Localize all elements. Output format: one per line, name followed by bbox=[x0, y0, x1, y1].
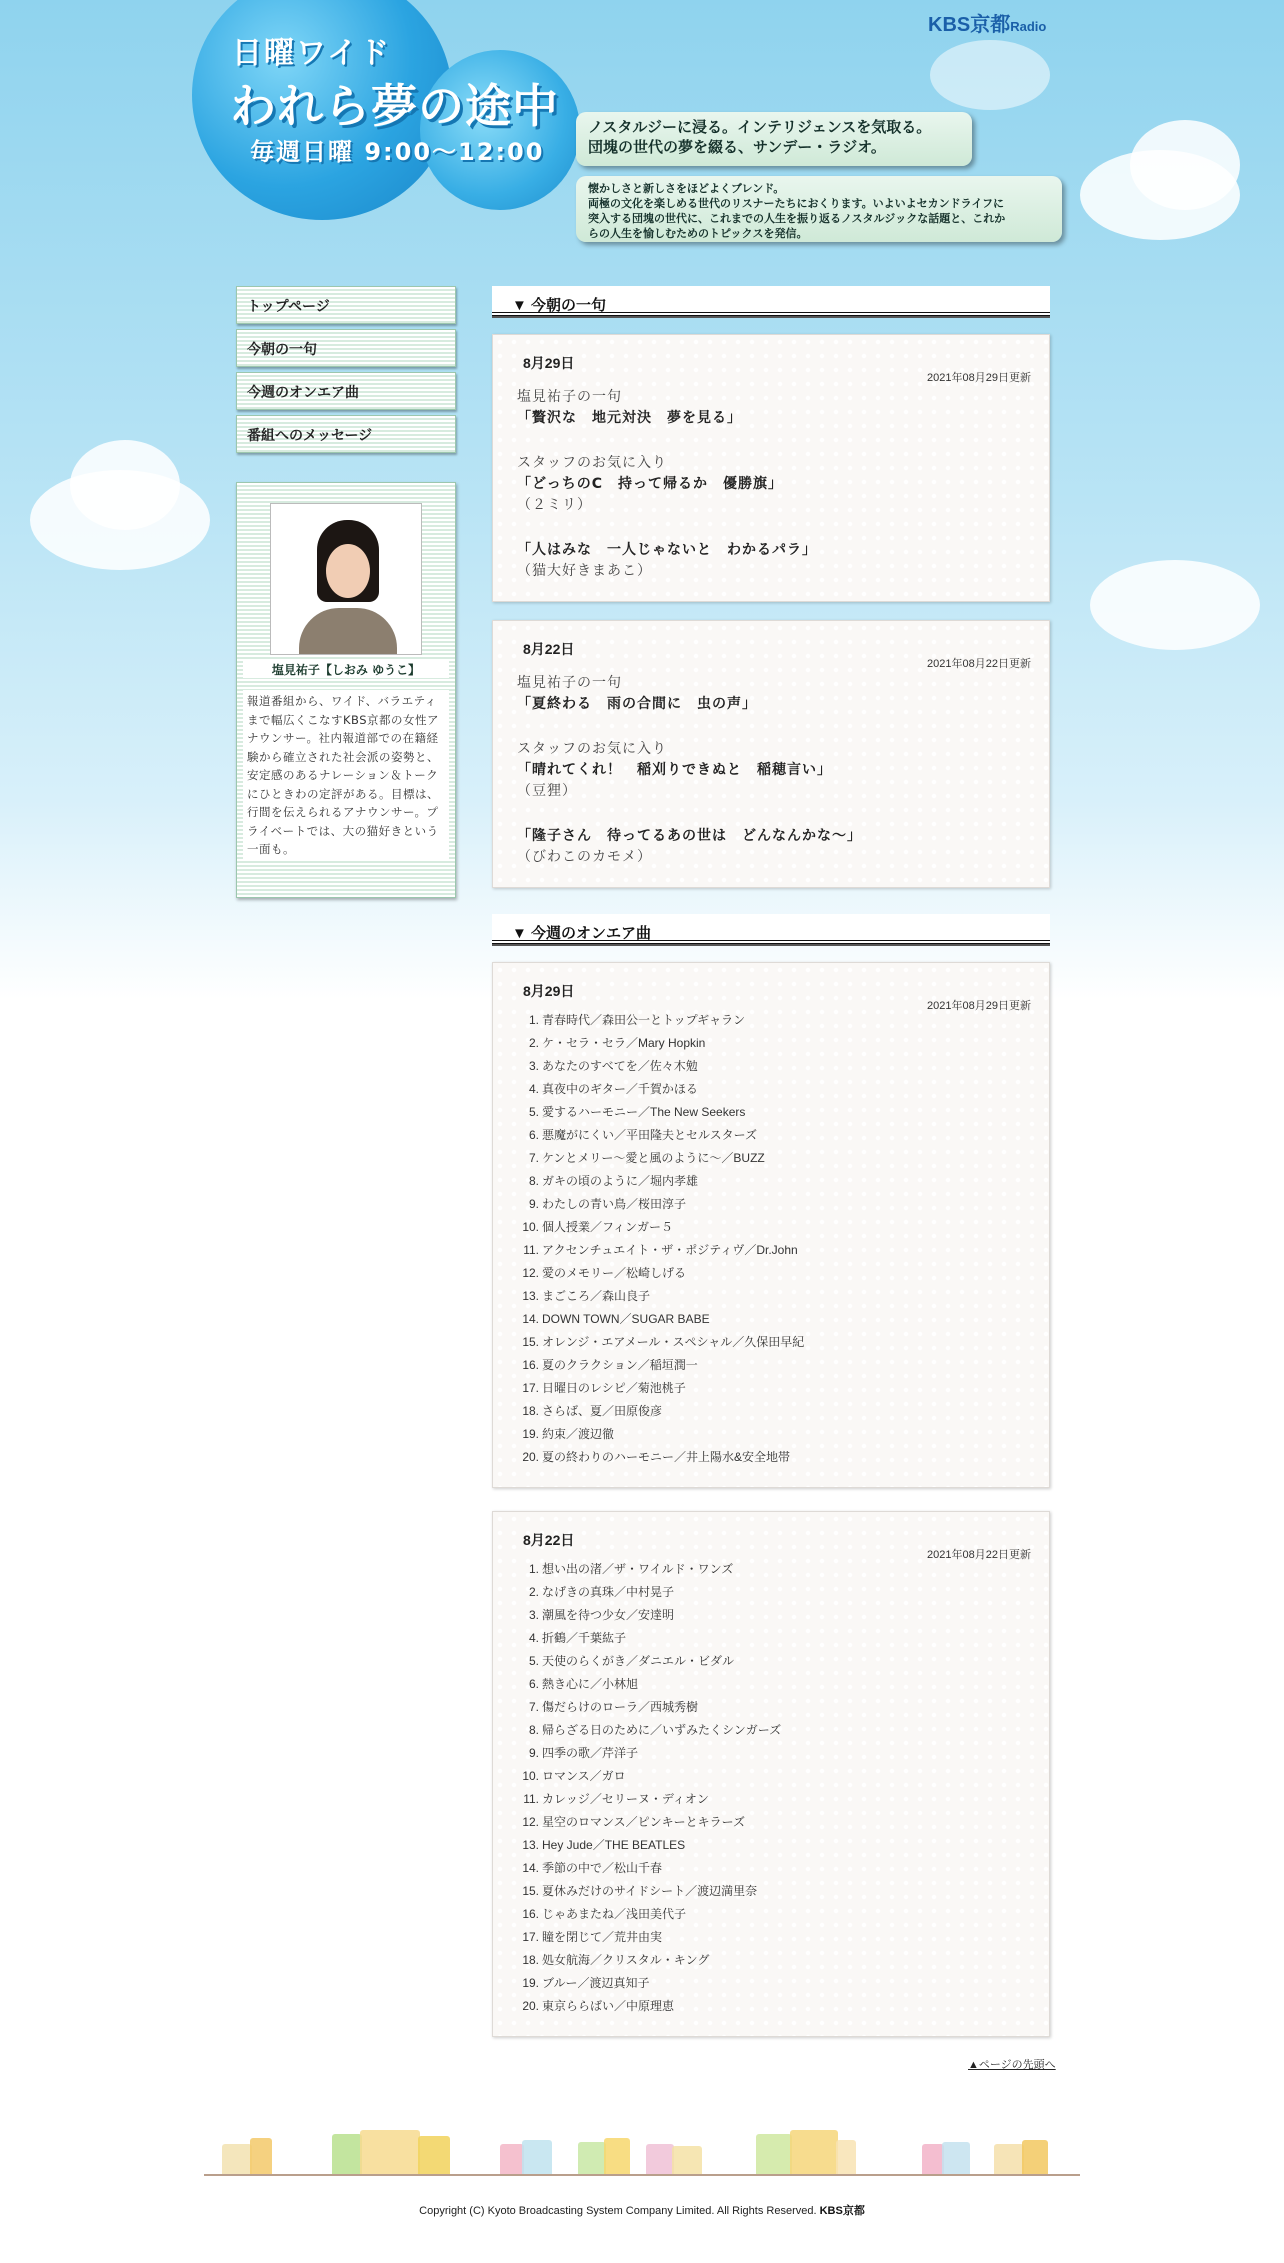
song-item bbox=[517, 1765, 1029, 1788]
song-number: 8. bbox=[528, 1723, 539, 1737]
song-title: まごころ／森山良子 bbox=[542, 1289, 651, 1303]
song-title: 帰らざる日のために／いずみたくシンガーズ bbox=[542, 1723, 782, 1737]
song-item bbox=[517, 1285, 1029, 1308]
song-item bbox=[517, 1926, 1029, 1949]
song-title: オレンジ・エアメール・スペシャル／久保田早紀 bbox=[542, 1335, 805, 1349]
song-title: あなたのすべてを／佐々木勉 bbox=[542, 1059, 698, 1073]
song-number: 18. bbox=[522, 1404, 539, 1418]
song-item bbox=[517, 1995, 1029, 2018]
song-item bbox=[517, 1581, 1029, 1604]
song-title: 星空のロマンス／ピンキーとキラーズ bbox=[542, 1815, 746, 1829]
song-item bbox=[517, 1446, 1029, 1469]
staff-haiku: 「晴れてくれ！ 稲刈りできぬと 稲穂言い」 bbox=[517, 762, 832, 778]
cloud-decoration bbox=[930, 40, 1050, 110]
song-item bbox=[517, 1239, 1029, 1262]
song-item bbox=[517, 1354, 1029, 1377]
song-title: 青春時代／森田公一とトップギャラン bbox=[542, 1013, 746, 1027]
staff-haiku-author: （豆狸） bbox=[517, 783, 577, 799]
copyright bbox=[0, 2202, 1284, 2218]
song-number: 18. bbox=[522, 1953, 539, 1967]
song-number: 6. bbox=[528, 1128, 539, 1142]
intro-box bbox=[576, 176, 1062, 242]
song-item bbox=[517, 1788, 1029, 1811]
song-number: 16. bbox=[522, 1907, 539, 1921]
song-item bbox=[517, 1650, 1029, 1673]
song-item bbox=[517, 1377, 1029, 1400]
song-title: ブルー／渡辺真知子 bbox=[542, 1976, 650, 1990]
song-number: 6. bbox=[528, 1677, 539, 1691]
song-title: 想い出の渚／ザ・ワイルド・ワンズ bbox=[542, 1562, 734, 1576]
footer-divider bbox=[204, 2174, 1080, 2176]
song-list bbox=[517, 1009, 1029, 1469]
song-number: 20. bbox=[522, 1999, 539, 2013]
song-title: 真夜中のギター／千賀かほる bbox=[542, 1082, 698, 1096]
song-item bbox=[517, 1423, 1029, 1446]
host-haiku-label: 塩見祐子の一句 bbox=[517, 675, 622, 691]
staff-haiku-author: （猫大好きまあこ） bbox=[517, 563, 652, 579]
song-title: 四季の歌／芹洋子 bbox=[542, 1746, 639, 1760]
song-item bbox=[517, 1949, 1029, 1972]
cloud-decoration bbox=[1090, 560, 1260, 650]
song-number: 5. bbox=[528, 1105, 539, 1119]
song-title: アクセンチュエイト・ザ・ポジティヴ／Dr.John bbox=[542, 1243, 798, 1257]
song-title: ケンとメリー～愛と風のように～／BUZZ bbox=[542, 1151, 765, 1165]
song-item bbox=[517, 1055, 1029, 1078]
song-number: 15. bbox=[522, 1884, 539, 1898]
intro-line: 両極の文化を楽しめる世代のリスナーたちにおくります。いよいよセカンドライフに bbox=[588, 198, 1005, 210]
entry-updated: 2021年08月22日更新 bbox=[927, 1549, 1031, 1561]
song-item bbox=[517, 1834, 1029, 1857]
song-title: なげきの真珠／中村晃子 bbox=[542, 1585, 675, 1599]
entry-updated: 2021年08月29日更新 bbox=[927, 1000, 1031, 1012]
song-number: 1. bbox=[528, 1013, 539, 1027]
song-number: 7. bbox=[528, 1700, 539, 1714]
song-number: 19. bbox=[522, 1427, 539, 1441]
song-item bbox=[517, 1032, 1029, 1055]
song-title: ロマンス／ガロ bbox=[542, 1769, 626, 1783]
song-number: 13. bbox=[522, 1838, 539, 1852]
song-item bbox=[517, 1673, 1029, 1696]
host-profile bbox=[236, 482, 456, 898]
entry-date: 8月22日 bbox=[523, 641, 575, 657]
song-list bbox=[517, 1558, 1029, 2018]
tagline-box bbox=[576, 112, 972, 166]
song-title: 天使のらくがき／ダニエル・ビダル bbox=[542, 1654, 735, 1668]
song-title: 約束／渡辺徹 bbox=[542, 1427, 615, 1441]
song-number: 9. bbox=[528, 1197, 539, 1211]
song-title: 夏の終わりのハーモニー／井上陽水&安全地帯 bbox=[542, 1450, 791, 1464]
intro-line: らの人生を愉しむためのトピックスを発信。 bbox=[588, 228, 808, 240]
song-title: ケ・セラ・セラ／Mary Hopkin bbox=[542, 1036, 706, 1050]
song-number: 2. bbox=[528, 1036, 539, 1050]
haiku-entry bbox=[492, 334, 1050, 602]
song-title: 個人授業／フィンガー５ bbox=[542, 1220, 674, 1234]
song-title: Hey Jude／THE BEATLES bbox=[542, 1838, 686, 1852]
section-heading-onair: ▼ 今週のオンエア曲 bbox=[492, 914, 1050, 944]
copyright-text: Copyright (C) Kyoto Broadcasting System Company Limited. All Rights Reserved. bbox=[419, 2205, 817, 2217]
song-item bbox=[517, 1262, 1029, 1285]
tagline-line: ノスタルジーに浸る。インテリジェンスを気取る。 bbox=[588, 119, 932, 136]
staff-haiku: 「隆子さん 待ってるあの世は どんなんかな～」 bbox=[517, 828, 862, 844]
song-item bbox=[517, 1078, 1029, 1101]
song-title: じゃあまたね／浅田美代子 bbox=[542, 1907, 687, 1921]
song-number: 9. bbox=[528, 1746, 539, 1760]
song-item bbox=[517, 1147, 1029, 1170]
song-number: 17. bbox=[522, 1930, 539, 1944]
station-logo[interactable]: KBS京都Radio bbox=[928, 14, 1047, 36]
song-item bbox=[517, 1124, 1029, 1147]
song-item bbox=[517, 1308, 1029, 1331]
song-number: 11. bbox=[523, 1792, 539, 1806]
staff-pick-label: スタッフのお気に入り bbox=[517, 741, 667, 757]
staff-pick-label: スタッフのお気に入り bbox=[517, 455, 667, 471]
town-illustration bbox=[204, 2130, 1080, 2174]
song-item bbox=[517, 1742, 1029, 1765]
host-haiku-label: 塩見祐子の一句 bbox=[517, 389, 622, 405]
song-number: 8. bbox=[528, 1174, 539, 1188]
song-title: 傷だらけのローラ／西城秀樹 bbox=[542, 1700, 699, 1714]
nav-item-message[interactable]: 番組へのメッセージ bbox=[236, 415, 456, 453]
song-item bbox=[517, 1400, 1029, 1423]
song-number: 14. bbox=[522, 1861, 539, 1875]
song-item bbox=[517, 1880, 1029, 1903]
song-item bbox=[517, 1170, 1029, 1193]
song-number: 19. bbox=[522, 1976, 539, 1990]
song-title: 処女航海／クリスタル・キング bbox=[542, 1953, 710, 1967]
host-haiku: 「夏終わる 雨の合間に 虫の声」 bbox=[517, 696, 757, 712]
entry-date: 8月22日 bbox=[523, 1532, 575, 1548]
song-number: 17. bbox=[522, 1381, 539, 1395]
song-title: 瞳を閉じて／荒井由実 bbox=[542, 1930, 663, 1944]
host-haiku: 「贅沢な 地元対決 夢を見る」 bbox=[517, 410, 742, 426]
song-item bbox=[517, 1627, 1029, 1650]
song-title: 愛するハーモニー／The New Seekers bbox=[542, 1105, 746, 1119]
entry-updated: 2021年08月22日更新 bbox=[927, 658, 1031, 670]
song-title: わたしの青い鳥／桜田淳子 bbox=[542, 1197, 687, 1211]
tagline-line: 団塊の世代の夢を綴る、サンデー・ラジオ。 bbox=[588, 139, 886, 156]
program-schedule: 毎週日曜 9:00〜12:00 bbox=[250, 138, 545, 166]
song-number: 12. bbox=[522, 1266, 539, 1280]
song-item bbox=[517, 1216, 1029, 1239]
song-title: 季節の中で／松山千春 bbox=[542, 1861, 663, 1875]
song-title: 潮風を待つ少女／安達明 bbox=[542, 1608, 675, 1622]
song-number: 20. bbox=[522, 1450, 539, 1464]
song-title: DOWN TOWN／SUGAR BABE bbox=[542, 1312, 710, 1326]
song-number: 7. bbox=[528, 1151, 539, 1165]
staff-haiku: 「人はみな 一人じゃないと わかるパラ」 bbox=[517, 542, 817, 558]
staff-haiku: 「どっちのC 持って帰るか 優勝旗」 bbox=[517, 476, 783, 492]
song-item bbox=[517, 1101, 1029, 1124]
nav-item-onair-songs[interactable]: 今週のオンエア曲 bbox=[236, 372, 456, 410]
haiku-entry bbox=[492, 620, 1050, 888]
song-number: 4. bbox=[528, 1631, 539, 1645]
host-name: 塩見祐子【しおみ ゆうこ】 bbox=[243, 661, 449, 678]
song-number: 10. bbox=[522, 1220, 539, 1234]
song-title: 折鶴／千葉紘子 bbox=[542, 1631, 627, 1645]
song-title: カレッジ／セリーヌ・ディオン bbox=[542, 1792, 709, 1806]
entry-date: 8月29日 bbox=[523, 355, 575, 371]
nav-item-haiku[interactable]: 今朝の一句 bbox=[236, 329, 456, 367]
song-title: 夏のクラクション／稲垣潤一 bbox=[542, 1358, 698, 1372]
song-number: 3. bbox=[528, 1608, 539, 1622]
song-item bbox=[517, 1604, 1029, 1627]
song-number: 5. bbox=[528, 1654, 539, 1668]
song-number: 10. bbox=[522, 1769, 539, 1783]
song-item bbox=[517, 1696, 1029, 1719]
cloud-decoration bbox=[1130, 120, 1240, 210]
song-item bbox=[517, 1972, 1029, 1995]
song-title: 愛のメモリー／松崎しげる bbox=[542, 1266, 687, 1280]
song-item bbox=[517, 1193, 1029, 1216]
song-title: ガキの頃のように／堀内孝雄 bbox=[542, 1174, 699, 1188]
song-title: 悪魔がにくい／平田隆夫とセルスターズ bbox=[542, 1128, 758, 1142]
entry-date: 8月29日 bbox=[523, 983, 575, 999]
song-number: 14. bbox=[522, 1312, 539, 1326]
song-number: 1. bbox=[528, 1562, 539, 1576]
song-title: さらば、夏／田原俊彦 bbox=[542, 1404, 663, 1418]
song-title: 東京ららばい／中原理恵 bbox=[542, 1999, 675, 2013]
song-item bbox=[517, 1811, 1029, 1834]
staff-haiku-author: （びわこのカモメ） bbox=[517, 849, 652, 865]
song-item bbox=[517, 1903, 1029, 1926]
song-title: 夏休みだけのサイドシート／渡辺満里奈 bbox=[542, 1884, 758, 1898]
song-title: 日曜日のレシピ／菊池桃子 bbox=[542, 1381, 686, 1395]
sidebar-nav bbox=[236, 286, 456, 458]
song-number: 15. bbox=[522, 1335, 539, 1349]
song-item bbox=[517, 1857, 1029, 1880]
host-bio: 報道番組から、ワイド、バラエティまで幅広くこなすKBS京都の女性アナウンサー。社内報道部での在籍経験から確立された社会派の姿勢と、安定感のあるナレーション＆トークにひときわの定評がある。目標は、行間を伝えられるアナウンサー。プライベートでは、大の猫好きという一面も。 bbox=[243, 690, 449, 861]
song-number: 13. bbox=[522, 1289, 539, 1303]
song-number: 16. bbox=[522, 1358, 539, 1372]
song-number: 4. bbox=[528, 1082, 539, 1096]
onair-entry bbox=[492, 962, 1050, 1488]
nav-item-top-page[interactable]: トップページ bbox=[236, 286, 456, 324]
staff-haiku-author: （２ミリ） bbox=[517, 497, 592, 513]
song-title: 熱き心に／小林旭 bbox=[542, 1677, 639, 1691]
page-top-link[interactable]: ▲ページの先頭へ bbox=[968, 2059, 1056, 2071]
program-prefix: 日曜ワイド bbox=[232, 36, 392, 71]
entry-updated: 2021年08月29日更新 bbox=[927, 372, 1031, 384]
intro-line: 突入する団塊の世代に、これまでの人生を振り返るノスタルジックな話題と、これか bbox=[588, 213, 1006, 225]
footer-brand: KBS京都 bbox=[819, 2205, 865, 2217]
song-number: 12. bbox=[522, 1815, 539, 1829]
song-item bbox=[517, 1331, 1029, 1354]
onair-entry bbox=[492, 1511, 1050, 2037]
song-number: 11. bbox=[523, 1243, 539, 1257]
section-heading-haiku: ▼ 今朝の一句 bbox=[492, 286, 1050, 316]
program-title[interactable]: われら夢の途中 bbox=[230, 79, 559, 133]
cloud-decoration bbox=[70, 440, 180, 530]
host-photo bbox=[270, 503, 422, 655]
song-number: 2. bbox=[528, 1585, 539, 1599]
song-number: 3. bbox=[528, 1059, 539, 1073]
intro-line: 懐かしさと新しさをほどよくブレンド。 bbox=[588, 183, 785, 195]
song-item bbox=[517, 1719, 1029, 1742]
